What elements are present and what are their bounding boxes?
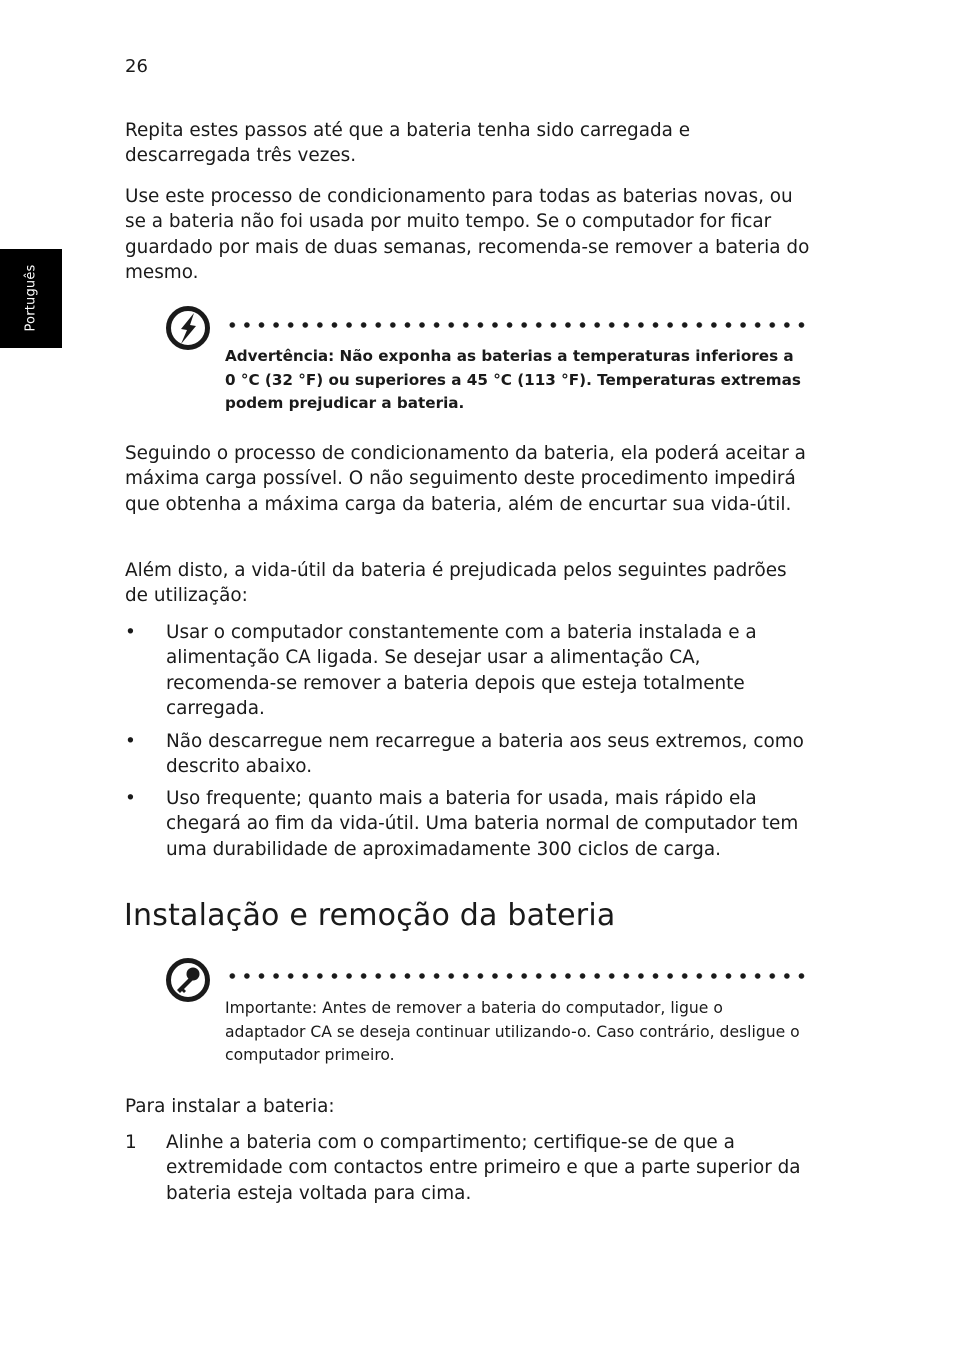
paragraph-conditioning-process: Use este processo de condicionamento para todas as baterias novas, ou se a bateria não foi usada por muito tempo. Se o computador for ficar guardado por mais de duas semanas, recomenda-se remover a bateria do mesmo. xyxy=(125,186,810,284)
paragraph-usage-patterns: Além disto, a vida-útil da bateria é prejudicada pelos seguintes padrões de utilização: xyxy=(125,560,787,607)
important-body: Antes de remover a bateria do computador, ligue o adaptador CA se deseja continuar utilizando-o. Caso contrário, desligue o computador primeiro. xyxy=(225,999,800,1064)
paragraph-repeat-steps: Repita estes passos até que a bateria tenha sido carregada e descarregada três vezes. xyxy=(125,120,691,167)
language-side-tab xyxy=(0,249,62,348)
section-heading: Instalação e remoção da bateria xyxy=(124,898,616,933)
bullet-marker: • xyxy=(125,731,136,752)
lightning-warning-icon xyxy=(165,305,211,351)
warning-text: Advertência: Não exponha as baterias a temperaturas inferiores a 0 °C (32 °F) ou superiores a 45 °C (113 °F). Temperaturas extremas podem prejudicar a bateria. xyxy=(225,347,801,412)
important-divider xyxy=(225,973,810,979)
paragraph-conditioning-benefit: Seguindo o processo de condicionamento da bateria, ela poderá aceitar a máxima carga possível. O não seguimento deste procedimento impedirá que obtenha a máxima carga da bateria, além de encurtar sua vida-útil. xyxy=(125,443,806,515)
page-number: 26 xyxy=(125,56,148,77)
bullet-text: Uso frequente; quanto mais a bateria for usada, mais rápido ela chegará ao fim da vida-útil. Uma bateria normal de computador tem uma durabilidade de aproximadamente 300 ciclos de carga. xyxy=(166,788,799,860)
side-tab-label: Português xyxy=(23,264,39,332)
step-text: Alinhe a bateria com o compartimento; certifique-se de que a extremidade com contactos entre primeiro e que a parte superior da bateria esteja voltada para cima. xyxy=(166,1132,801,1204)
paragraph-install-intro: Para instalar a bateria: xyxy=(125,1096,335,1117)
important-label: Importante: xyxy=(225,999,318,1017)
bullet-marker: • xyxy=(125,622,136,643)
bullet-text: Usar o computador constantemente com a bateria instalada e a alimentação CA ligada. Se desejar usar a alimentação CA, recomenda-se remover a bateria depois que esteja totalmente carregada. xyxy=(166,622,757,720)
step-number: 1 xyxy=(125,1132,137,1153)
important-text xyxy=(225,997,805,1068)
key-important-icon xyxy=(165,957,211,1003)
bullet-text: Não descarregue nem recarregue a bateria aos seus extremos, como descrito abaixo. xyxy=(166,731,804,778)
bullet-marker: • xyxy=(125,788,136,809)
warning-divider xyxy=(225,322,810,328)
